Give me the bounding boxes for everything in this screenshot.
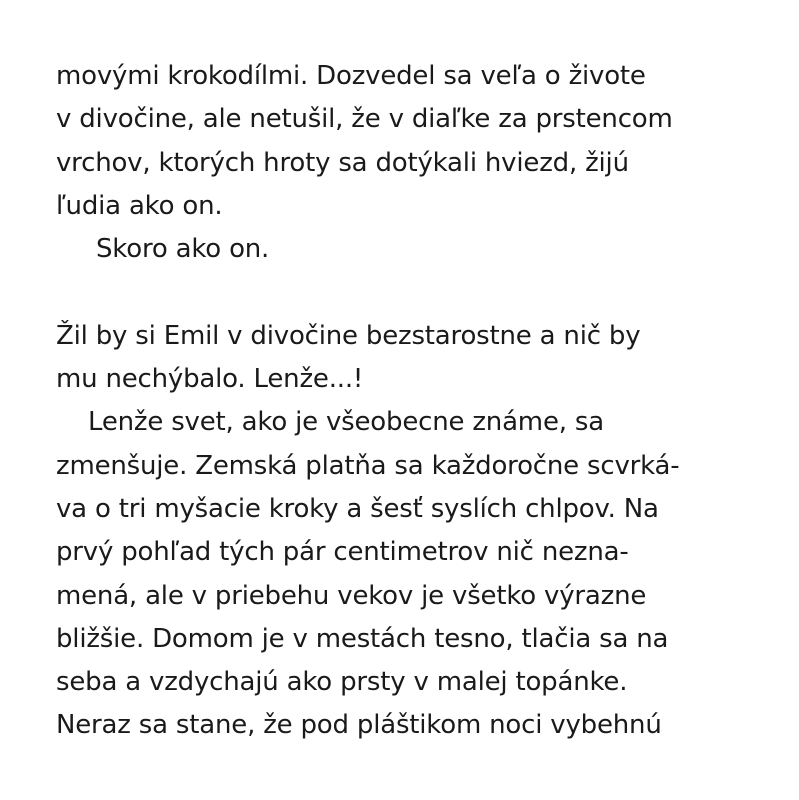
text-line: prvý pohľad tých pár centimetrov nič nezna- [56, 537, 629, 568]
text-line: seba a vzdychajú ako prsty v malej topánke. [56, 667, 628, 698]
text-line: ľudia ako on. [56, 190, 223, 221]
paragraph-spacer [56, 271, 756, 314]
text-line: bližšie. Domom je v mestách tesno, tlačia sa na [56, 623, 669, 654]
text-line: mu nechýbalo. Lenže...! [56, 364, 364, 395]
body-text [56, 55, 756, 748]
paragraph-1 [56, 55, 756, 228]
text-line: vrchov, ktorých hroty sa dotýkali hviezd, žijú [56, 147, 629, 178]
paragraph-3 [56, 315, 756, 402]
text-line: Skoro ako on. [96, 234, 270, 265]
text-line: zmenšuje. Zemská platňa sa každoročne scvrká- [56, 450, 680, 481]
text-line: v divočine, ale netušil, že v diaľke za prstencom [56, 104, 673, 135]
text-line: va o tri myšacie kroky a šesť syslích chlpov. Na [56, 493, 659, 524]
text-line: Žil by si Emil v divočine bezstarostne a nič by [56, 320, 641, 351]
text-line: mená, ale v priebehu vekov je všetko výrazne [56, 580, 647, 611]
text-line: Lenže svet, ako je všeobecne známe, sa [88, 407, 604, 438]
paragraph-2 [56, 228, 756, 271]
text-line: movými krokodílmi. Dozvedel sa veľa o živote [56, 61, 646, 91]
text-line: Neraz sa stane, že pod pláštikom noci vybehnú [56, 710, 662, 741]
paragraph-4 [56, 401, 756, 747]
